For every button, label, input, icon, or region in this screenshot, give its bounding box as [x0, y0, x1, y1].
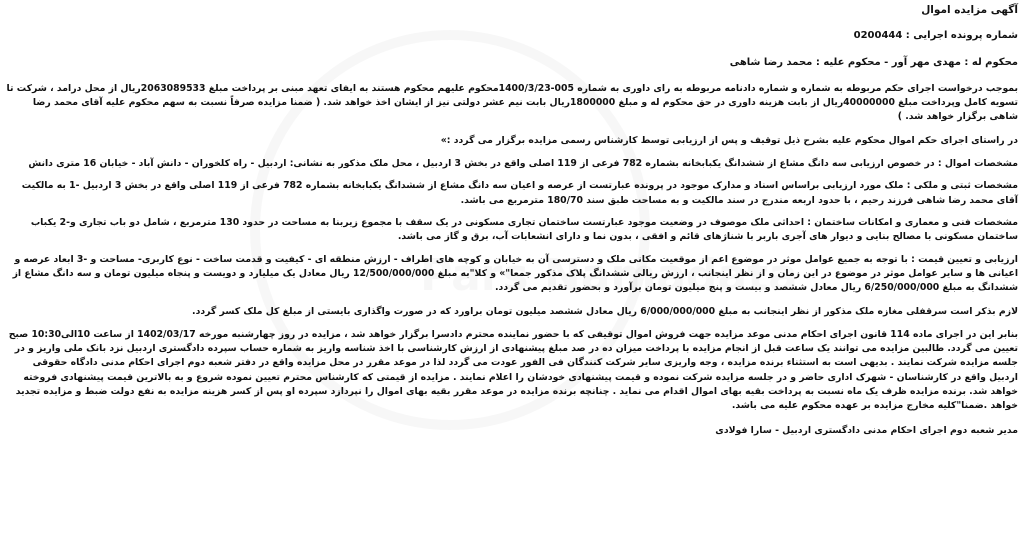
case-number: شماره پرونده اجرایی : 0200444 — [853, 30, 1018, 42]
paragraph-judgment: بموجب درخواست اجرای حکم مربوطه به شماره و شماره دادنامه مربوطه به رای داوری به شماره 005-1400/3/23محکوم علیهم محکوم هستند به ایفای تعهد مبنی بر پرداخت مبلغ 2063089533ریال از محل درامد ، شرکت تا تسویه کامل وپرداخت مبلغ 40000000ریال از بابت هزینه داوری در حق محکوم له و مبلغ 1800000ریال بابت نیم عشر دولتی نیز از ایشان اخذ خواهد شد. ( ضمنا مزایده صرفاً نسبت به سهم محکوم علیه آقای محمد رضا شاهی برگزار خواهد شد. ) — [6, 82, 1018, 123]
auction-notice — [4, 0, 1018, 438]
parties-line: محکوم له : مهدی مهر آور - محکوم علیه : محمد رضا شاهی — [729, 56, 1018, 68]
paragraph-seizure: در راستای اجرای حکم اموال محکوم علیه بشرح ذیل توقیف و پس از ارزیابی توسط کارشناس رسمی مزایده برگزار می گردد :» — [440, 134, 1018, 146]
signature-line: مدیر شعبه دوم اجرای احکام مدنی دادگستری اردبیل - سارا فولادی — [715, 424, 1018, 436]
paragraph-auction-terms: بنابر این در اجرای ماده 114 قانون اجرای احکام مدنی موعد مزایده جهت فروش اموال توقیفی که با حضور نماینده محترم دادسرا برگزار خواهد شد ، مزایده در روز چهارشنبه مورخه 1402/03/17 از ساعت 10الی10:30 صبح تعیین می گردد. طالبین مزایده می توانند یک ساعت قبل از انجام مزایده با پرداخت میزان ده در صد مبلغ پیشنهادی از ارزش کارشناسی با اخذ شناسه واریز به شماره حساب سپرده دادگستری اردبیل نزد بانک ملی واریز و در جلسه مزایده شرکت نمایند . بدیهی است به استثناء برنده مزایده ، وجه واریزی سایر شرکت کنندگان فی الفور عودت می گردد لذا در موعد مقرر در محل مزایده واقع در دفتر شعبه دوم اجرای احکام مدنی دادگاه حقوقی اردبیل واقع در کارشناسان - شهرک اداری حاضر و در جلسه مزایده شرکت نموده و قیمت پیشنهادی خودشان را اعلام نمایند . مزایده از قیمتی که کارشناس محترم تعیین نموده شروع و به بالاترین قیمت پیشنهادی فروخته خواهد شد. برنده مزایده ظرف یک ماه نسبت به پرداخت بقیه بهای اموال اقدام می نماید . چنانچه برنده مزایده در موعد مقرر بقیه بهای اموال را نپردازد سپرده او پس از کسر هزینه مزایده به نفع دولت ضبط و مزایده تجدید خواهد .ضمنا"کلیه مخارج مزایده بر عهده محکوم علیه می باشد. — [8, 328, 1018, 412]
paragraph-technical: مشخصات فنی و معماری و امکانات ساختمان : احداثی ملک موصوف در وضعیت موجود عبارتست ساختمان تجاری مسکونی در یک سقف با مجموع زیربنا به مساحت در حدود 130 مترمربع ، شامل دو باب تجاری و-2 یکباب ساختمان مسکونی با مصالح بنایی و دیوار های آجری باربر با شناژهای قائم و افقی ، بدون نما و دارای انشعابات آب، برق و گاز می باشد. — [30, 216, 1018, 243]
paragraph-valuation: ارزیابی و تعیین قیمت : با توجه به جمیع عوامل موثر در موضوع اعم از موقعیت مکانی ملک و دسترسی آن به خیابان و کوچه های اطراف - ارزش منطقه ای - کیفیت و قدمت ساخت - نوع کاربری- مساحت و -3 ابعاد عرصه و اعیانی ها و سایر عوامل موثر در موضوع در این زمان و از نظر اینجانب ، ارزش ریالی ششدانگ پلاک مذکور جمعا"» و کلا"به مبلغ 12/500/000/000 ریال معادل یک میلیارد و دویست و پنجاه میلیون تومان و سه دانگ مشاع از ششدانگ به مبلغ 6/250/000/000 ریال معادل ششصد و بیست و پنج میلیون تومان برآورد و بحضور تقدیم می گردد. — [12, 253, 1018, 294]
notice-title: آگهی مزایده اموال — [921, 4, 1018, 16]
paragraph-property-specs: مشخصات اموال : در خصوص ارزیابی سه دانگ مشاع از ششدانگ یکبابخانه بشماره 782 فرعی از 119 اصلی واقع در بخش 3 اردبیل ، محل ملک مذکور به نشانی: اردبیل - راه کلخوران - دانش آباد - خیابان 16 متری دانش — [28, 158, 1018, 170]
paragraph-goodwill: لازم بذکر است سرقفلی مغازه ملک مذکور از نظر اینجانب به مبلغ 6/000/000/000 ریال معادل ششصد میلیون تومان براورد که در صورت واگذاری بایستی از مبلغ کل ملک کسر گردد. — [192, 306, 1018, 318]
paragraph-registration: مشخصات ثبتی و ملکی : ملک مورد ارزیابی براساس اسناد و مدارک موجود در پرونده عبارتست از عرصه و اعیان سه دانگ مشاع از ششدانگ یکبابخانه بشماره 782 فرعی از 119 اصلی واقع در بخش 3 اردبیل -1 به مالکیت آقای محمد رضا شاهی فرزند رحیم ، با حدود اربعه مندرج در سند مالکیت و به مساحت طبق سند 180/70 مترمربع می باشد. — [21, 180, 1018, 206]
